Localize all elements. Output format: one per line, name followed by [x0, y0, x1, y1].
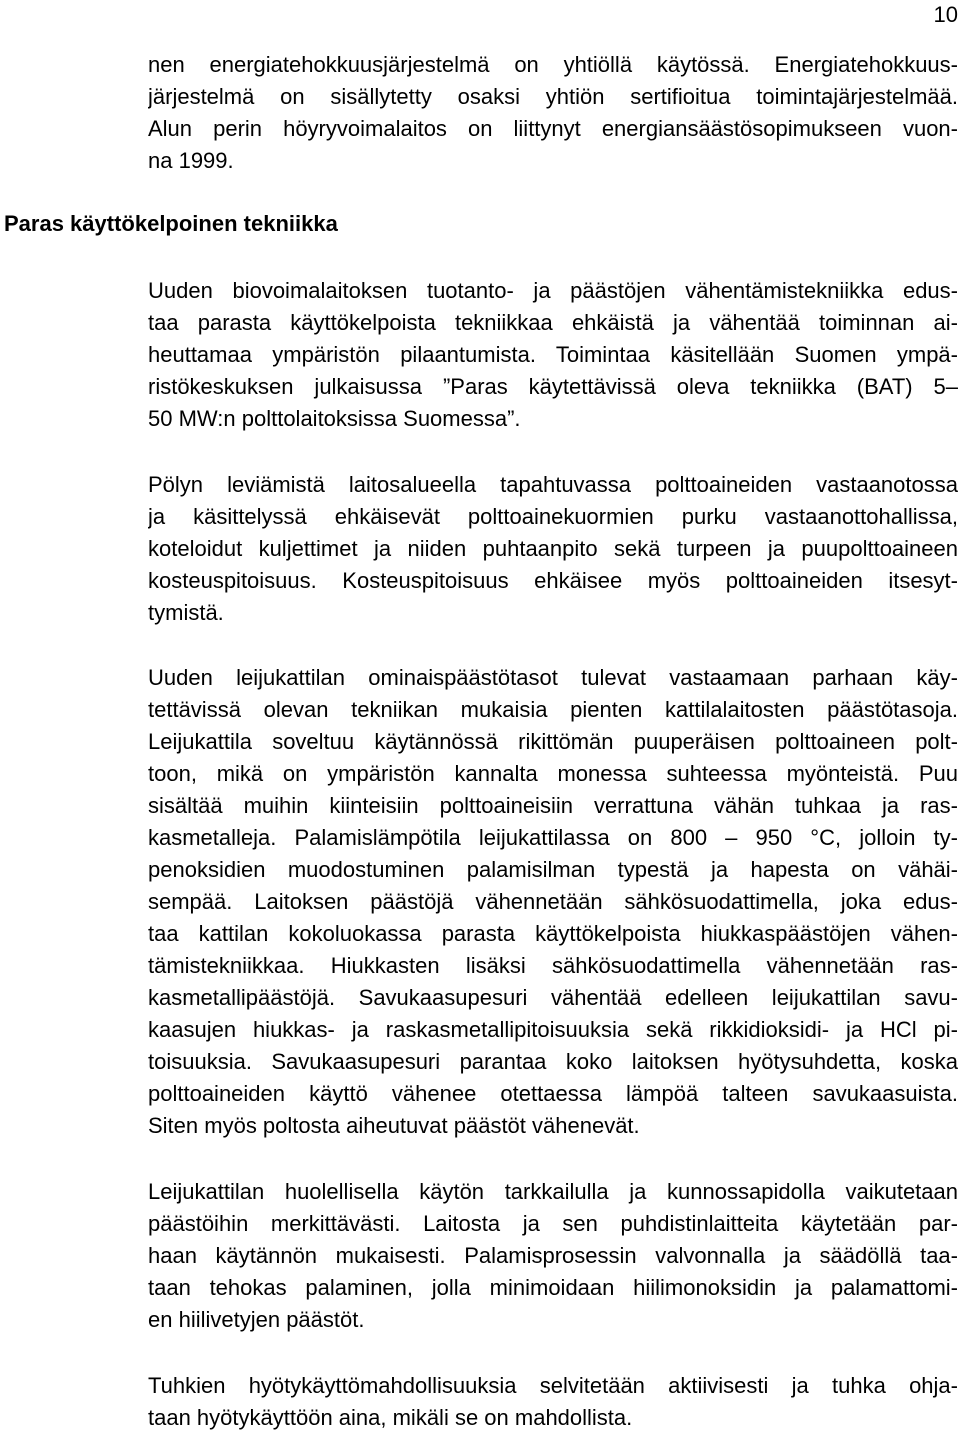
- paragraph-line: sempää. Laitoksen päästöjä vähennetään sähkösuodattimella, joka edus-: [148, 889, 958, 914]
- paragraph-line: järjestelmä on sisällytetty osaksi yhtiön sertifioitua toimintajärjestelmää.: [148, 84, 958, 109]
- paragraph-line: en hiilivetyjen päästöt.: [148, 1307, 365, 1332]
- paragraph-line: toon, mikä on ympäristön kannalta monessa suhteessa myönteistä. Puu: [148, 761, 958, 786]
- paragraph-line: heuttamaa ympäristön pilaantumista. Toimintaa käsitellään Suomen ympä-: [148, 342, 958, 367]
- paragraph-line: päästöihin merkittävästi. Laitosta ja sen puhdistinlaitteita käytetään par-: [148, 1211, 958, 1236]
- paragraph-line: tettävissä olevan tekniikan mukaisia pienten kattilalaitosten päästötasoja.: [148, 697, 958, 722]
- paragraph-line: ristökeskuksen julkaisussa ”Paras käytettävissä oleva tekniikka (BAT) 5–: [148, 374, 958, 399]
- paragraph-line: tämistekniikkaa. Hiukkasten lisäksi sähkösuodattimella vähennetään ras-: [148, 953, 958, 978]
- paragraph-line: Pölyn leviämistä laitosalueella tapahtuvassa polttoaineiden vastaanotossa: [148, 472, 958, 497]
- paragraph-line: 50 MW:n polttolaitoksissa Suomessa”.: [148, 406, 521, 431]
- paragraph-line: haan käytännön mukaisesti. Palamisprosessin valvonnalla ja säädöllä taa-: [148, 1243, 958, 1268]
- paragraph-line: Uuden leijukattilan ominaispäästötasot tulevat vastaamaan parhaan käy-: [148, 665, 958, 690]
- section-heading: Paras käyttökelpoinen tekniikka: [4, 211, 338, 236]
- paragraph-line: Tuhkien hyötykäyttömahdollisuuksia selvitetään aktiivisesti ja tuhka ohja-: [148, 1373, 958, 1398]
- paragraph-line: toisuuksia. Savukaasupesuri parantaa koko laitoksen hyötysuhdetta, koska: [148, 1049, 958, 1074]
- paragraph-line: Uuden biovoimalaitoksen tuotanto- ja päästöjen vähentämistekniikka edus-: [148, 278, 958, 303]
- paragraph-line: kasmetallipäästöjä. Savukaasupesuri vähentää edelleen leijukattilan savu-: [148, 985, 958, 1010]
- paragraph-line: tymistä.: [148, 600, 224, 625]
- paragraph-line: Leijukattila soveltuu käytännössä rikittömän puuperäisen polttoaineen polt-: [148, 729, 958, 754]
- paragraph-line: sisältää muihin kiinteisiin polttoaineisiin verrattuna vähän tuhkaa ja ras-: [148, 793, 958, 818]
- paragraph-line: ja käsittelyssä ehkäisevät polttoainekuormien purku vastaanottohallissa,: [148, 504, 958, 529]
- paragraph-line: Leijukattilan huolellisella käytön tarkkailulla ja kunnossapidolla vaikutetaan: [148, 1179, 958, 1204]
- paragraph-line: kasmetalleja. Palamislämpötila leijukattilassa on 800 – 950 °C, jolloin ty-: [148, 825, 958, 850]
- paragraph-line: Alun perin höyryvoimalaitos on liittynyt energiansäästösopimukseen vuon-: [148, 116, 958, 141]
- paragraph-line: na 1999.: [148, 148, 234, 173]
- paragraph-line: kosteuspitoisuus. Kosteuspitoisuus ehkäisee myös polttoaineiden itsesyt-: [148, 568, 958, 593]
- paragraph-line: taan tehokas palaminen, jolla minimoidaan hiilimonoksidin ja palamattomi-: [148, 1275, 958, 1300]
- paragraph-line: nen energiatehokkuusjärjestelmä on yhtiöllä käytössä. Energiatehokkuus-: [148, 52, 958, 77]
- paragraph-line: taa parasta käyttökelpoista tekniikkaa ehkäistä ja vähentää toiminnan ai-: [148, 310, 958, 335]
- paragraph-line: taa kattilan kokoluokassa parasta käyttökelpoista hiukkaspäästöjen vähen-: [148, 921, 958, 946]
- paragraph-line: polttoaineiden käyttö vähenee otettaessa lämpöä talteen savukaasuista.: [148, 1081, 958, 1106]
- paragraph-line: kaasujen hiukkas- ja raskasmetallipitoisuuksia sekä rikkidioksidi- ja HCl pi-: [148, 1017, 958, 1042]
- paragraph-line: taan hyötykäyttöön aina, mikäli se on mahdollista.: [148, 1405, 633, 1430]
- paragraph-line: penoksidien muodostuminen palamisilman typestä ja hapesta on vähäi-: [148, 857, 958, 882]
- paragraph-line: Siten myös poltosta aiheutuvat päästöt vähenevät.: [148, 1113, 640, 1138]
- paragraph-line: koteloidut kuljettimet ja niiden puhtaanpito sekä turpeen ja puupolttoaineen: [148, 536, 958, 561]
- page-number: 10: [933, 2, 958, 27]
